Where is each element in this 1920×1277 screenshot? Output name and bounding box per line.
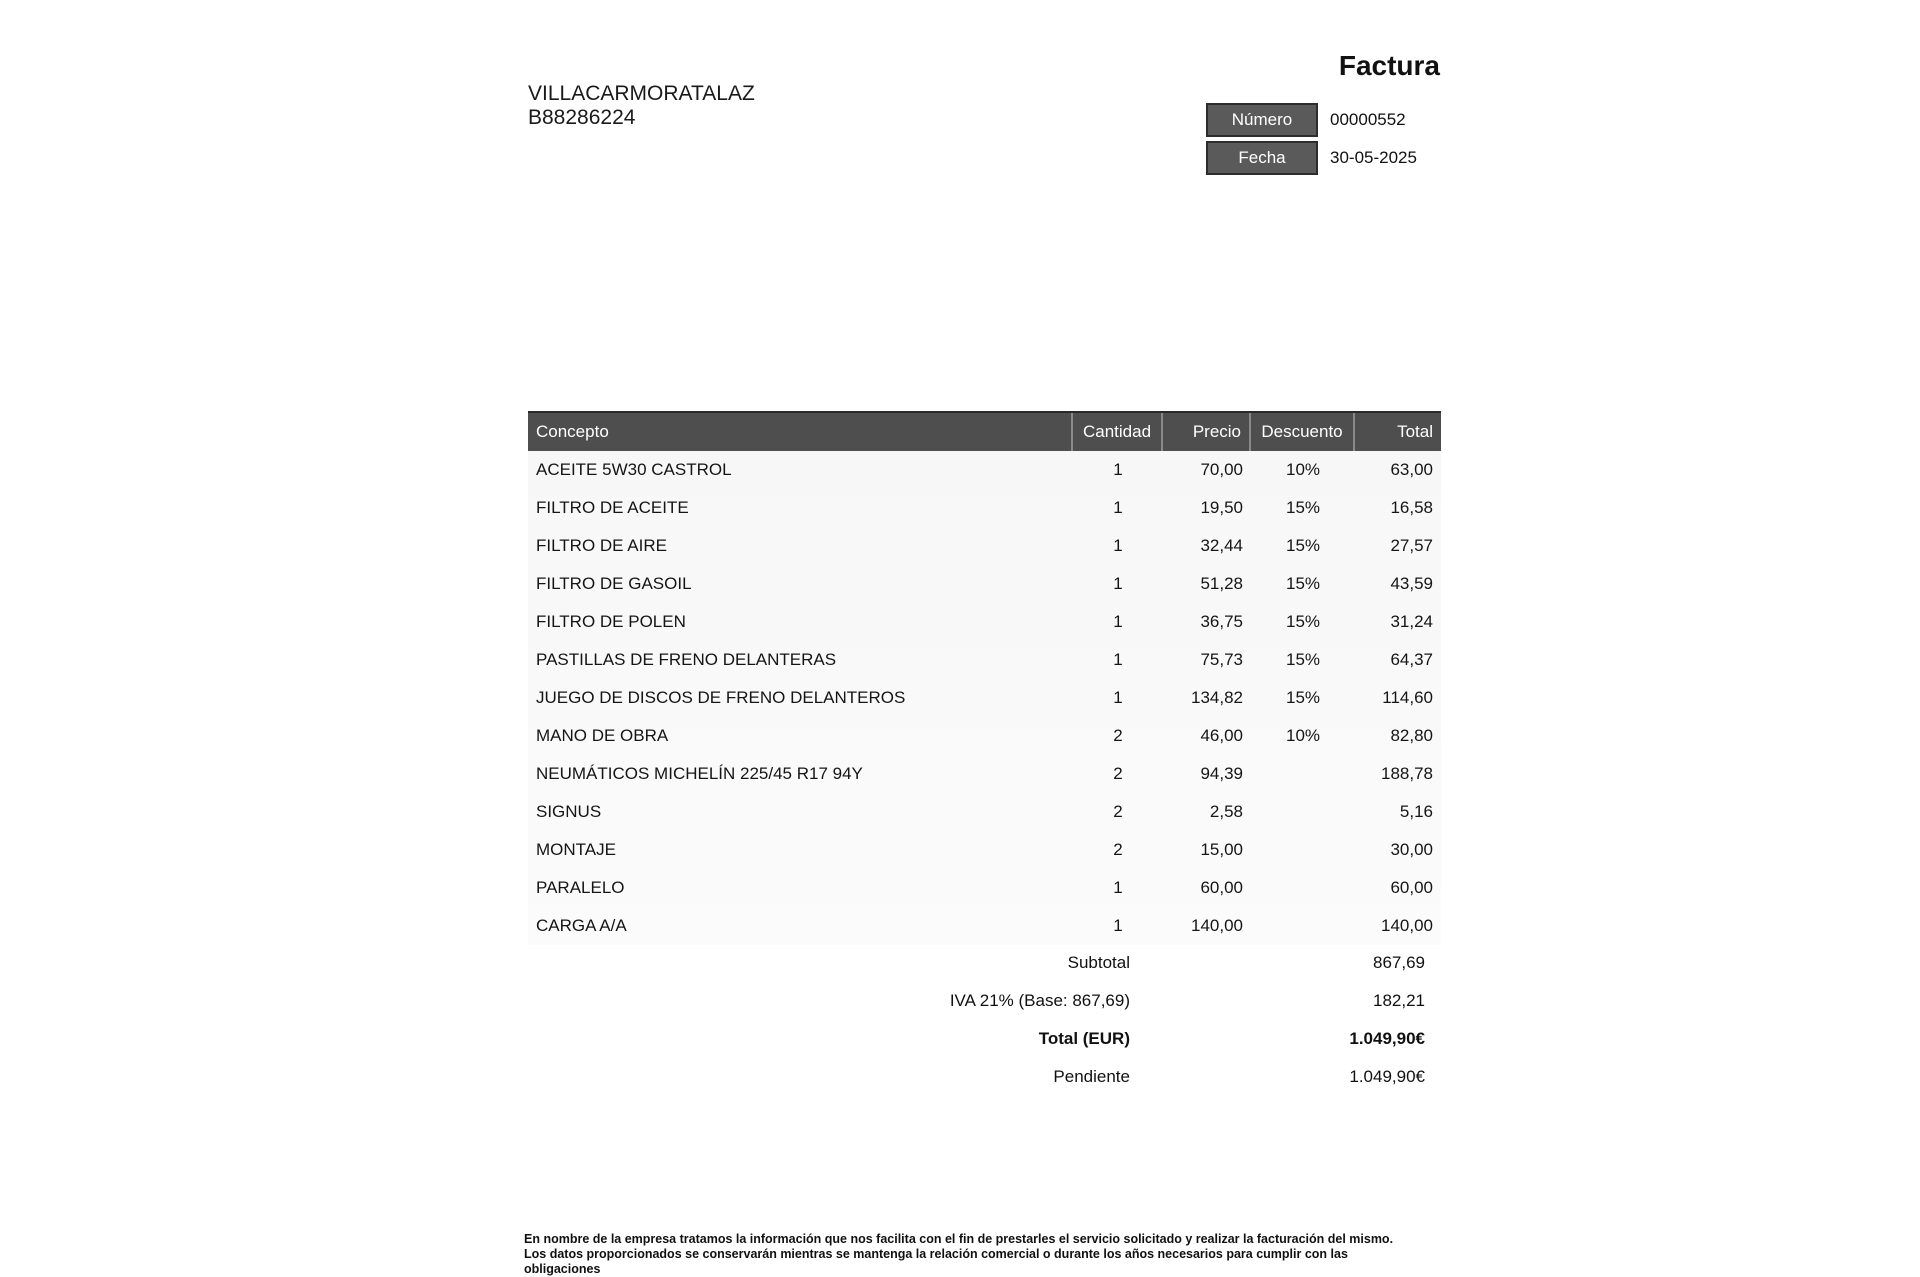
subtotal-row [830, 944, 1430, 982]
cell-price: 75,73 [1200, 650, 1243, 669]
cell-quantity: 2 [1113, 764, 1123, 783]
cell-total: 64,37 [1390, 650, 1433, 669]
table-row [528, 679, 1441, 717]
cell-quantity: 1 [1113, 916, 1123, 935]
cell-price: 70,00 [1200, 460, 1243, 479]
vat-row [830, 982, 1430, 1020]
cell-price: 32,44 [1200, 536, 1243, 555]
cell-concept: FILTRO DE AIRE [536, 536, 667, 555]
cell-discount: 15% [1285, 574, 1321, 593]
cell-discount: 15% [1285, 536, 1321, 555]
cell-quantity: 1 [1113, 574, 1123, 593]
invoice-number-value: 00000552 [1330, 110, 1406, 129]
header-discount: Descuento [1251, 413, 1355, 451]
table-row [528, 755, 1441, 793]
cell-price: 134,82 [1191, 688, 1243, 707]
cell-quantity: 2 [1113, 726, 1123, 745]
cell-price: 19,50 [1200, 498, 1243, 517]
cell-concept: FILTRO DE POLEN [536, 612, 686, 631]
cell-quantity: 1 [1113, 498, 1123, 517]
cell-price: 94,39 [1200, 764, 1243, 783]
cell-concept: MANO DE OBRA [536, 726, 669, 745]
privacy-notice: En nombre de la empresa tratamos la información que nos facilita con el fin de prestarles el servicio solicitado y realizar la facturación del mismo. Los datos proporcionados se conservarán mientras se mantenga la relación comercial o durante los años necesarios para cumplir con las obligaciones [524, 1232, 1394, 1276]
cell-price: 60,00 [1200, 878, 1243, 897]
cell-concept: PASTILLAS DE FRENO DELANTERAS [536, 650, 837, 669]
cell-concept: ACEITE 5W30 CASTROL [536, 460, 732, 479]
cell-total: 82,80 [1390, 726, 1433, 745]
cell-concept: CARGA A/A [536, 916, 627, 935]
line-items-table [528, 411, 1441, 945]
cell-total: 188,78 [1381, 764, 1433, 783]
cell-total: 27,57 [1390, 536, 1433, 555]
cell-concept: PARALELO [536, 878, 625, 897]
cell-quantity: 1 [1113, 536, 1123, 555]
pending-value: 1.049,90€ [1349, 1067, 1425, 1086]
invoice-meta [1206, 101, 1417, 177]
cell-total: 30,00 [1390, 840, 1433, 859]
header-price: Precio [1163, 413, 1251, 451]
cell-concept: MONTAJE [536, 840, 616, 859]
cell-discount [1251, 907, 1355, 945]
cell-discount: 10% [1285, 460, 1321, 479]
cell-discount [1251, 869, 1355, 907]
total-label: Total (EUR) [1038, 1029, 1130, 1048]
cell-concept: JUEGO DE DISCOS DE FRENO DELANTEROS [536, 688, 906, 707]
table-row [528, 451, 1441, 489]
cell-price: 15,00 [1200, 840, 1243, 859]
table-row [528, 793, 1441, 831]
invoice-date-label: Fecha [1206, 141, 1318, 175]
table-body [528, 451, 1441, 945]
cell-quantity: 1 [1113, 460, 1123, 479]
cell-discount [1251, 831, 1355, 869]
cell-quantity: 2 [1113, 802, 1123, 821]
cell-total: 43,59 [1390, 574, 1433, 593]
pending-label: Pendiente [1053, 1067, 1130, 1086]
cell-quantity: 1 [1113, 650, 1123, 669]
invoice-number-row [1206, 101, 1417, 139]
total-value: 1.049,90€ [1349, 1029, 1425, 1048]
cell-total: 114,60 [1382, 688, 1433, 707]
table-header [528, 411, 1441, 451]
cell-concept: NEUMÁTICOS MICHELÍN 225/45 R17 94Y [536, 764, 863, 783]
cell-price: 36,75 [1200, 612, 1243, 631]
invoice-date-row [1206, 139, 1417, 177]
cell-quantity: 1 [1113, 612, 1123, 631]
table-row [528, 489, 1441, 527]
table-row [528, 641, 1441, 679]
cell-concept: SIGNUS [536, 802, 602, 821]
table-row [528, 869, 1441, 907]
cell-total: 31,24 [1390, 612, 1433, 631]
company-block [528, 82, 755, 129]
invoice-date-value: 30-05-2025 [1330, 148, 1417, 167]
header-concept: Concepto [528, 413, 1073, 451]
cell-discount: 15% [1285, 498, 1321, 517]
cell-discount: 15% [1285, 650, 1321, 669]
cell-total: 63,00 [1390, 460, 1433, 479]
cell-discount: 15% [1285, 688, 1321, 707]
cell-price: 46,00 [1200, 726, 1243, 745]
company-tax-id: B88286224 [528, 106, 636, 129]
subtotal-label: Subtotal [1067, 953, 1130, 972]
subtotal-value: 867,69 [1373, 953, 1425, 972]
cell-price: 51,28 [1200, 574, 1243, 593]
table-row [528, 603, 1441, 641]
cell-total: 16,58 [1390, 498, 1433, 517]
cell-discount [1251, 793, 1355, 831]
header-total: Total [1397, 422, 1433, 441]
cell-concept: FILTRO DE GASOIL [536, 574, 692, 593]
company-name: VILLACARMORATALAZ [528, 82, 755, 105]
total-row [830, 1020, 1430, 1058]
cell-discount [1251, 755, 1355, 793]
cell-concept: FILTRO DE ACEITE [536, 498, 689, 517]
cell-price: 140,00 [1191, 916, 1243, 935]
header-quantity: Cantidad [1073, 413, 1163, 451]
totals-block [830, 944, 1430, 1096]
cell-quantity: 1 [1113, 688, 1123, 707]
invoice-number-label: Número [1206, 103, 1318, 137]
cell-total: 140,00 [1381, 916, 1433, 935]
table-row [528, 565, 1441, 603]
pending-row [830, 1058, 1430, 1096]
cell-total: 5,16 [1399, 802, 1433, 821]
cell-discount: 10% [1285, 726, 1321, 745]
cell-discount: 15% [1285, 612, 1321, 631]
vat-value: 182,21 [1373, 991, 1425, 1010]
cell-quantity: 2 [1113, 840, 1123, 859]
table-row [528, 831, 1441, 869]
cell-price: 2,58 [1209, 802, 1243, 821]
table-row [528, 527, 1441, 565]
table-row [528, 907, 1441, 945]
vat-label: IVA 21% (Base: 867,69) [949, 991, 1130, 1010]
table-row [528, 717, 1441, 755]
invoice-title: Factura [1338, 50, 1440, 81]
cell-quantity: 1 [1113, 878, 1123, 897]
cell-total: 60,00 [1390, 878, 1433, 897]
